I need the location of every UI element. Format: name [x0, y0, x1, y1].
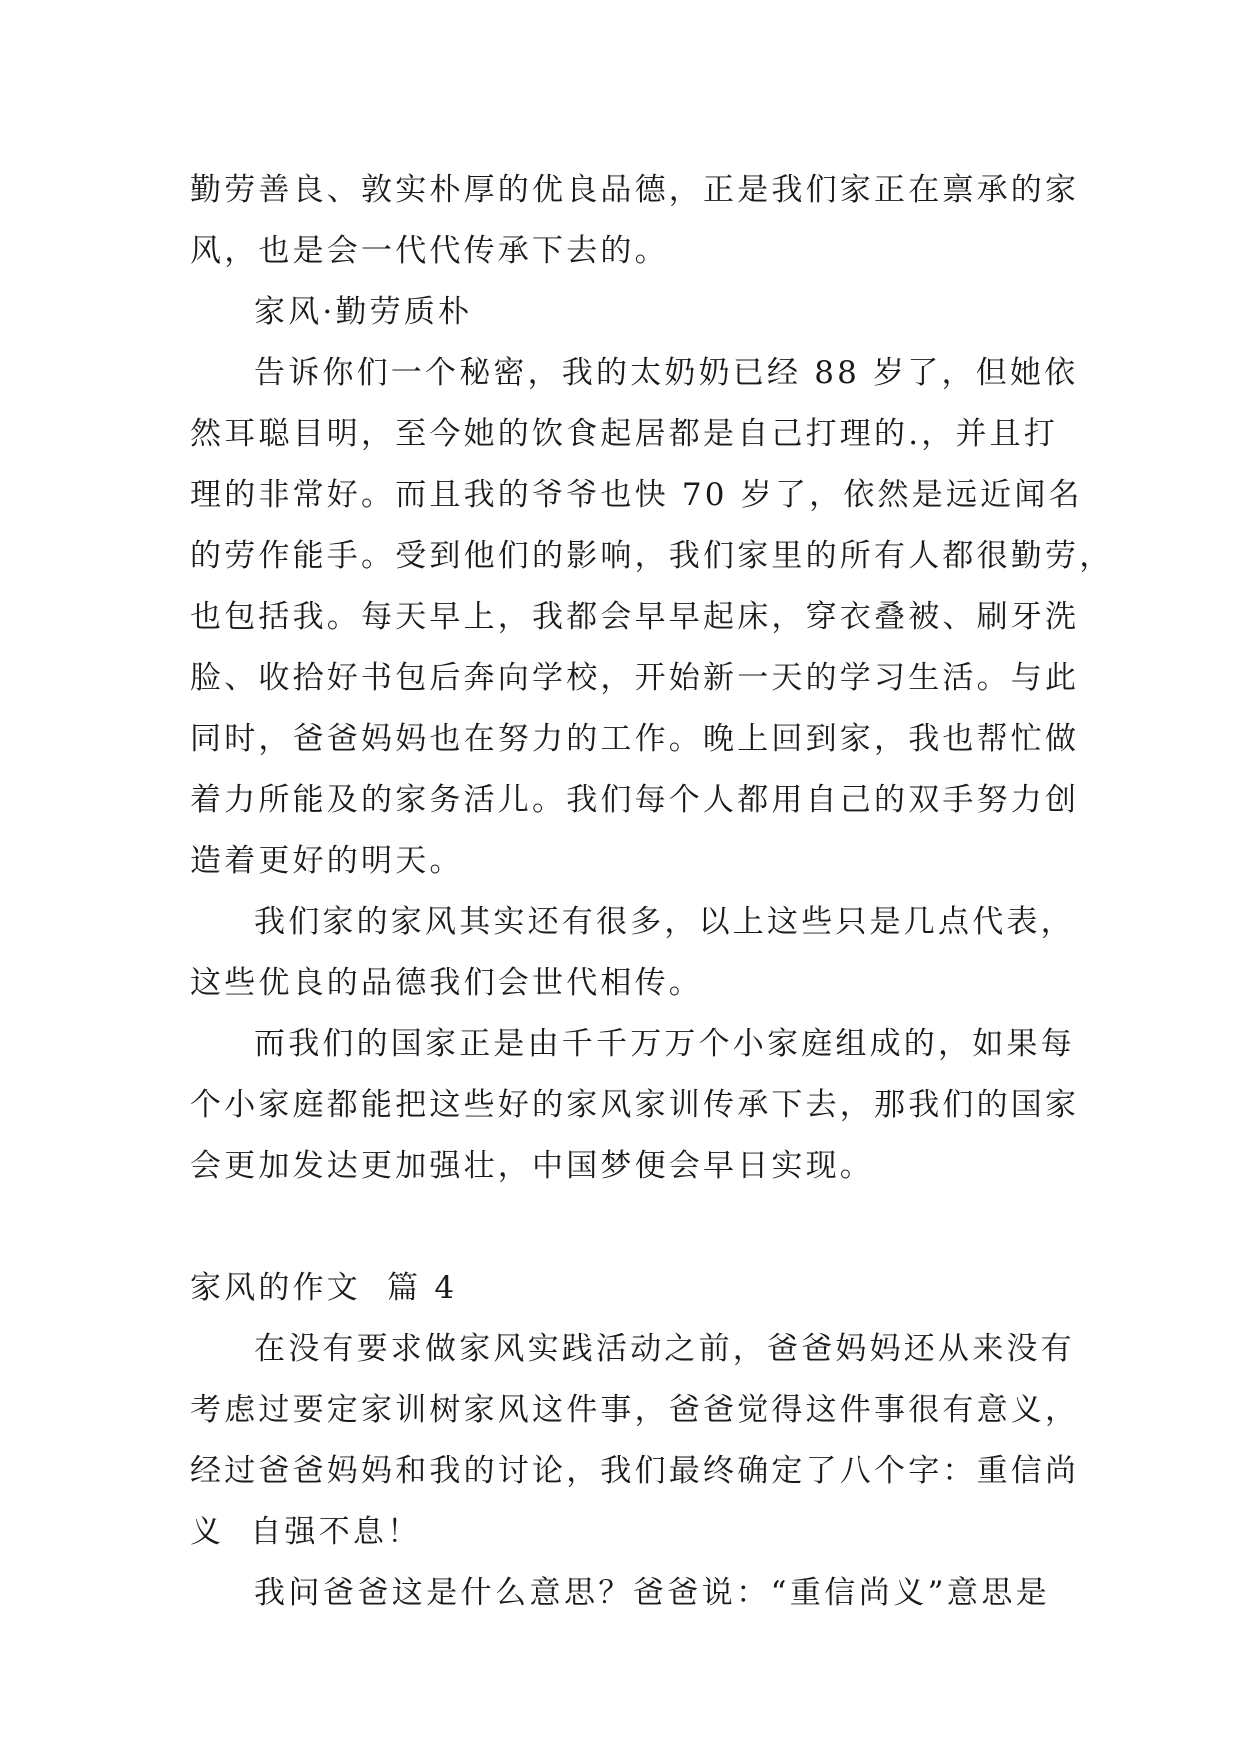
paragraph-line: 的劳作能手。受到他们的影响，我们家里的所有人都很勤劳，	[190, 538, 1114, 574]
paragraph-line: 风，也是会一代代传承下去的。	[190, 233, 669, 269]
section-title: 家风的作文 篇 4	[190, 1270, 458, 1306]
paragraph-family-traditions	[190, 892, 1075, 1014]
paragraph-line: 义 自强不息！	[190, 1514, 422, 1550]
paragraph-line: 同时，爸爸妈妈也在努力的工作。晚上回到家，我也帮忙做	[190, 721, 1080, 757]
paragraph-line: 我问爸爸这是什么意思？爸爸说：“重信尚义”意思是	[254, 1575, 1050, 1611]
paragraph-line: 这些优良的品德我们会世代相传。	[190, 965, 703, 1001]
paragraph-line: 也包括我。每天早上，我都会早早起床，穿衣叠被、刷牙洗	[190, 599, 1080, 635]
paragraph-line: 脸、收拾好书包后奔向学校，开始新一天的学习生活。与此	[190, 660, 1080, 696]
paragraph-line: 勤劳善良、敦实朴厚的优良品德，正是我们家正在禀承的家	[190, 172, 1080, 208]
section-spacer	[190, 1197, 1050, 1258]
paragraph-continued	[190, 160, 1080, 282]
paragraph-question	[190, 1563, 1050, 1624]
paragraph-line: 个小家庭都能把这些好的家风家训传承下去，那我们的国家	[190, 1087, 1080, 1123]
subheading: 家风·勤劳质朴	[254, 294, 473, 330]
paragraph-country	[190, 1014, 1080, 1197]
paragraph-line: 会更加发达更加强壮，中国梦便会早日实现。	[190, 1148, 874, 1184]
paragraph-line: 在没有要求做家风实践活动之前，爸爸妈妈还从来没有	[254, 1331, 1075, 1367]
paragraph-line: 着力所能及的家务活儿。我们每个人都用自己的双手努力创	[190, 782, 1080, 818]
paragraph-line: 考虑过要定家训树家风这件事，爸爸觉得这件事很有意义，	[190, 1392, 1080, 1428]
paragraph-line: 告诉你们一个秘密，我的太奶奶已经 88 岁了，但她依	[254, 355, 1079, 391]
paragraph-family-motto	[190, 1319, 1080, 1563]
paragraph-line: 造着更好的明天。	[190, 843, 464, 879]
paragraph-line: 经过爸爸妈妈和我的讨论，我们最终确定了八个字：重信尚	[190, 1453, 1080, 1489]
paragraph-line: 理的非常好。而且我的爷爷也快 70 岁了，依然是远近闻名	[190, 477, 1083, 513]
paragraph-line: 我们家的家风其实还有很多，以上这些只是几点代表，	[254, 904, 1075, 940]
paragraph-line: 而我们的国家正是由千千万万个小家庭组成的，如果每	[254, 1026, 1075, 1062]
paragraph-line: 然耳聪目明，至今她的饮食起居都是自己打理的.，并且打	[190, 416, 1059, 452]
paragraph-diligence	[190, 343, 1114, 892]
document-page	[190, 160, 1114, 1624]
